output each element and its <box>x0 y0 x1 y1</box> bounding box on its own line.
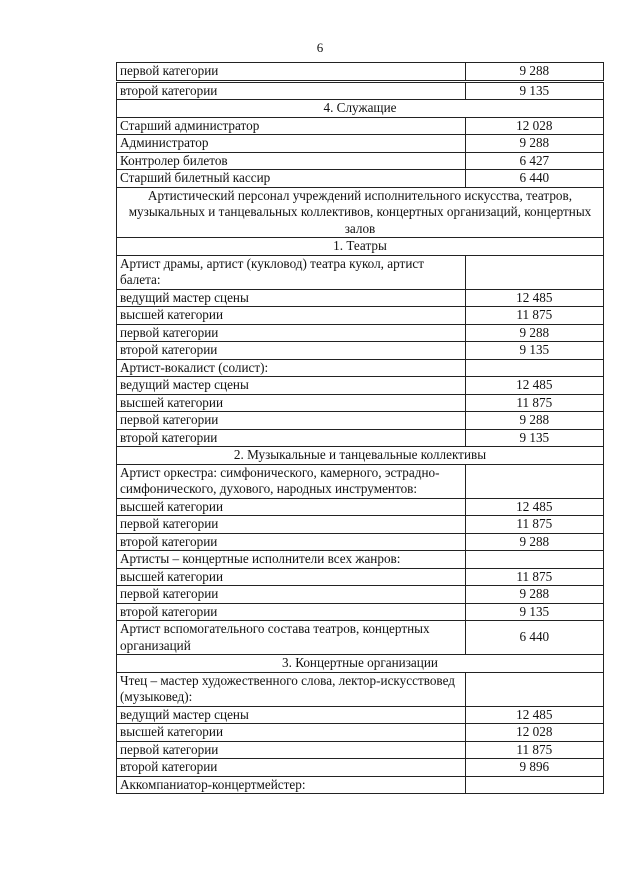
position-name: второй категории <box>117 759 466 777</box>
position-name: высшей категории <box>117 307 466 325</box>
position-name: второй категории <box>117 533 466 551</box>
position-name: первой категории <box>117 412 466 430</box>
position-name: первой категории <box>117 741 466 759</box>
table-row <box>117 255 604 289</box>
salary-value <box>465 551 603 569</box>
position-name: Артист драмы, артист (кукловод) театра кукол, артист балета: <box>117 255 466 289</box>
salary-value: 6 440 <box>465 621 603 655</box>
salary-value: 6 440 <box>465 170 603 188</box>
table-row <box>117 672 604 706</box>
position-name: первой категории <box>117 324 466 342</box>
position-name: первой категории <box>117 586 466 604</box>
position-name: Аккомпаниатор-концертмейстер: <box>117 776 466 794</box>
table-row <box>117 307 604 325</box>
salary-value: 11 875 <box>465 568 603 586</box>
salary-value: 9 288 <box>465 586 603 604</box>
table-row <box>117 551 604 569</box>
position-name: высшей категории <box>117 568 466 586</box>
salary-value: 11 875 <box>465 741 603 759</box>
salary-value: 9 288 <box>465 533 603 551</box>
position-name: ведущий мастер сцены <box>117 706 466 724</box>
table-row <box>117 724 604 742</box>
salary-value: 9 135 <box>465 81 603 100</box>
table-row <box>117 289 604 307</box>
table-row <box>117 117 604 135</box>
salary-value: 9 896 <box>465 759 603 777</box>
salary-value: 9 288 <box>465 412 603 430</box>
table-row <box>117 170 604 188</box>
table-row <box>117 533 604 551</box>
table-row <box>117 394 604 412</box>
table-row <box>117 741 604 759</box>
page-number: 6 <box>316 40 324 55</box>
salary-value: 9 135 <box>465 429 603 447</box>
position-name: первой категории <box>117 63 466 82</box>
position-name: первой категории <box>117 516 466 534</box>
salary-value: 9 288 <box>465 135 603 153</box>
section-heading: 4. Служащие <box>117 100 604 118</box>
salary-value: 6 427 <box>465 152 603 170</box>
table-row <box>117 759 604 777</box>
table-row <box>117 377 604 395</box>
salary-value <box>465 672 603 706</box>
category-heading: Артистический персонал учреждений исполнительного искусства, театров, музыкальных и танцевальных коллективов, концертных организаций, концертных залов <box>117 187 604 238</box>
position-name: Старший администратор <box>117 117 466 135</box>
salary-value <box>465 464 603 498</box>
table-row <box>117 152 604 170</box>
salary-value: 11 875 <box>465 394 603 412</box>
position-name: ведущий мастер сцены <box>117 377 466 395</box>
section-row <box>117 238 604 256</box>
section-row <box>117 447 604 465</box>
salary-value: 9 288 <box>465 324 603 342</box>
position-name: второй категории <box>117 429 466 447</box>
table-row <box>117 603 604 621</box>
section-heading: 3. Концертные организации <box>117 655 604 673</box>
salary-value: 12 028 <box>465 724 603 742</box>
position-name: высшей категории <box>117 394 466 412</box>
position-name: Контролер билетов <box>117 152 466 170</box>
section-heading: 1. Театры <box>117 238 604 256</box>
section-row <box>117 655 604 673</box>
section-heading: 2. Музыкальные и танцевальные коллективы <box>117 447 604 465</box>
salary-value <box>465 776 603 794</box>
salary-value: 9 135 <box>465 342 603 360</box>
table-row <box>117 464 604 498</box>
table-row <box>117 429 604 447</box>
position-name: высшей категории <box>117 498 466 516</box>
table-row <box>117 324 604 342</box>
salary-table <box>116 62 604 794</box>
salary-value: 12 485 <box>465 289 603 307</box>
salary-value: 12 028 <box>465 117 603 135</box>
salary-value: 9 135 <box>465 603 603 621</box>
position-name: Артист оркестра: симфонического, камерного, эстрадно-симфонического, духового, народных инструментов: <box>117 464 466 498</box>
salary-value <box>465 359 603 377</box>
position-name: второй категории <box>117 603 466 621</box>
table-row <box>117 498 604 516</box>
intro-row <box>117 187 604 238</box>
position-name: Артист вспомогательного состава театров, концертных организаций <box>117 621 466 655</box>
salary-value: 9 288 <box>465 63 603 82</box>
position-name: высшей категории <box>117 724 466 742</box>
table-row <box>117 621 604 655</box>
salary-value: 12 485 <box>465 498 603 516</box>
table-row <box>117 342 604 360</box>
position-name: Администратор <box>117 135 466 153</box>
table-row <box>117 568 604 586</box>
position-name: Артист-вокалист (солист): <box>117 359 466 377</box>
section-row <box>117 100 604 118</box>
table-row <box>117 359 604 377</box>
table-row <box>117 776 604 794</box>
position-name: второй категории <box>117 342 466 360</box>
table-row <box>117 706 604 724</box>
position-name: Старший билетный кассир <box>117 170 466 188</box>
position-name: ведущий мастер сцены <box>117 289 466 307</box>
table-row <box>117 63 604 82</box>
salary-value <box>465 255 603 289</box>
position-name: второй категории <box>117 81 466 100</box>
salary-value: 12 485 <box>465 706 603 724</box>
salary-value: 11 875 <box>465 307 603 325</box>
salary-value: 12 485 <box>465 377 603 395</box>
table-row <box>117 412 604 430</box>
table-row <box>117 516 604 534</box>
salary-table-body <box>117 63 604 794</box>
table-row <box>117 81 604 100</box>
position-name: Артисты – концертные исполнители всех жанров: <box>117 551 466 569</box>
table-row <box>117 135 604 153</box>
table-row <box>117 586 604 604</box>
salary-value: 11 875 <box>465 516 603 534</box>
position-name: Чтец – мастер художественного слова, лектор-искусствовед (музыковед): <box>117 672 466 706</box>
